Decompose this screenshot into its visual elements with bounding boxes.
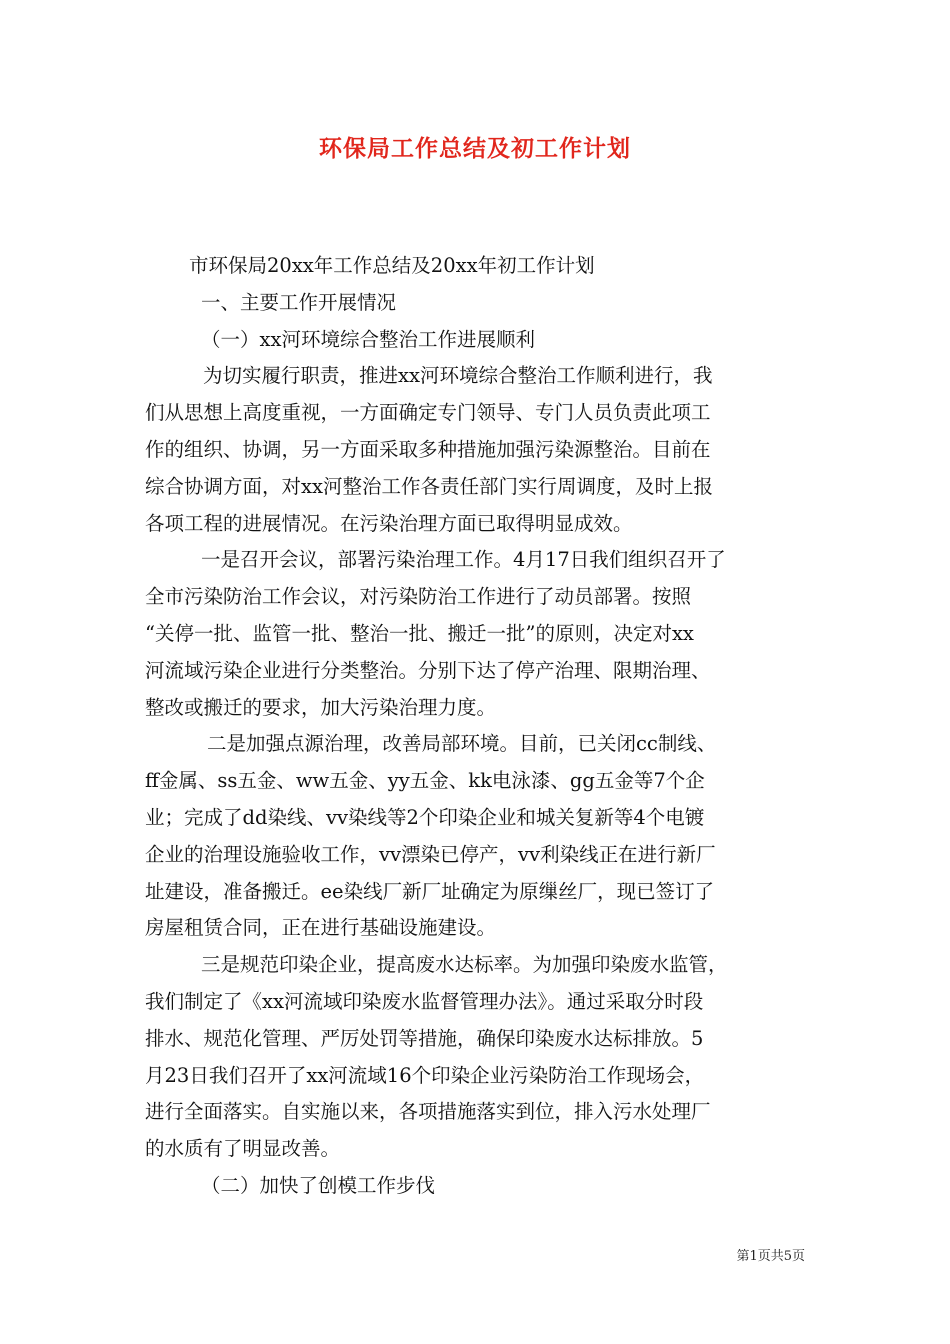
body-line: 我们制定了《xx河流域印染废水监督管理办法》。通过采取分时段 xyxy=(145,989,704,1013)
body-line: 企业的治理设施验收工作，vv漂染已停产，vv利染线正在进行新厂 xyxy=(145,842,716,866)
body-line: 综合协调方面，对xx河整治工作各责任部门实行周调度，及时上报 xyxy=(145,474,713,498)
body-line: 为切实履行职责，推进xx河环境综合整治工作顺利进行，我 xyxy=(203,364,713,388)
body-line: 三是规范印染企业，提高废水达标率。为加强印染废水监管， xyxy=(201,953,728,977)
body-line: 一、主要工作开展情况 xyxy=(201,290,397,314)
body-line: 址建设，准备搬迁。ee染线厂新厂址确定为原缫丝厂，现已签订了 xyxy=(145,879,715,903)
body-line: “关停一批、监管一批、整治一批、搬迁一批”的原则，决定对xx xyxy=(145,621,694,645)
body-line: 房屋租赁合同，正在进行基础设施建设。 xyxy=(145,916,497,940)
body-line: 二是加强点源治理，改善局部环境。目前，已关闭cc制线、 xyxy=(207,732,717,756)
body-line: 进行全面落实。自实施以来，各项措施落实到位，排入污水处理厂 xyxy=(145,1100,711,1124)
body-line: 的水质有了明显改善。 xyxy=(145,1137,341,1161)
body-line: 各项工程的进展情况。在污染治理方面已取得明显成效。 xyxy=(145,511,633,535)
body-line: （二）加快了创模工作步伐 xyxy=(201,1173,436,1197)
body-line: 市环保局20xx年工作总结及20xx年初工作计划 xyxy=(189,254,595,277)
body-line: 们从思想上高度重视，一方面确定专门领导、专门人员负责此项工 xyxy=(145,401,711,425)
body-line: 一是召开会议，部署污染治理工作。4月17日我们组织召开了 xyxy=(201,548,726,572)
body-line: ff金属、ss五金、ww五金、yy五金、kk电泳漆、gg五金等7个企 xyxy=(145,769,705,793)
body-line: 河流域污染企业进行分类整治。分别下达了停产治理、限期治理、 xyxy=(145,658,711,682)
body-line: （一）xx河环境综合整治工作进展顺利 xyxy=(201,327,535,351)
document-body xyxy=(145,248,807,1205)
body-line: 作的组织、协调，另一方面采取多种措施加强污染源整治。目前在 xyxy=(145,437,711,461)
body-line: 整改或搬迁的要求，加大污染治理力度。 xyxy=(145,695,497,719)
document-title: 环保局工作总结及初工作计划 xyxy=(319,135,631,162)
body-line: 全市污染防治工作会议，对污染防治工作进行了动员部署。按照 xyxy=(145,585,692,609)
body-line: 月23日我们召开了xx河流域16个印染企业污染防治工作现场会， xyxy=(145,1063,705,1087)
page-footer: 第1页共5页 xyxy=(736,1249,805,1264)
body-line: 业；完成了dd染线、vv染线等2个印染企业和城关复新等4个电镀 xyxy=(145,805,705,829)
body-line: 排水、规范化管理、严厉处罚等措施，确保印染废水达标排放。5 xyxy=(145,1026,704,1050)
